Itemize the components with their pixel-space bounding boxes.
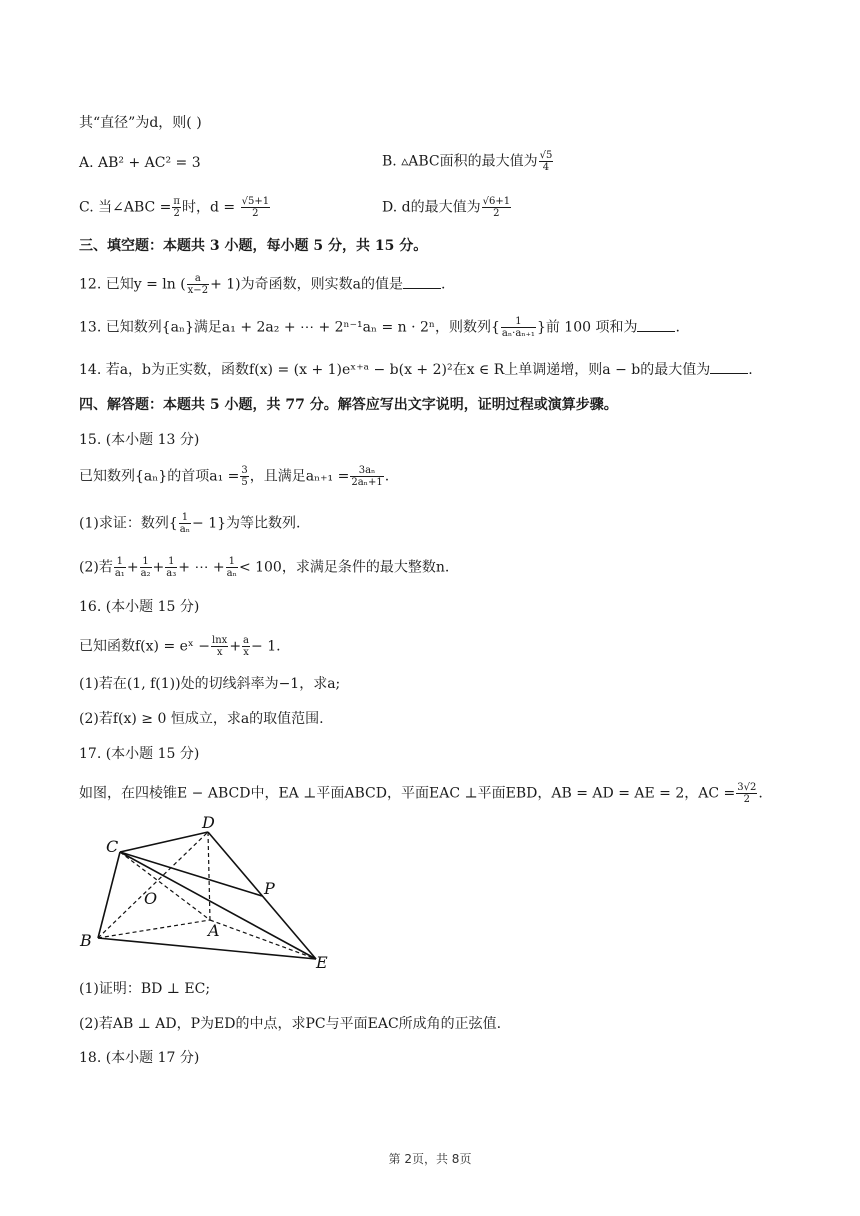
- label-p: P: [264, 879, 275, 898]
- q14: 14. 若a，b为正实数，函数f(x) = (x + 1)eˣ⁺ᵃ − b(x + 2)²在x ∈ R上单调递增，则a − b的最大值为 .: [79, 359, 753, 380]
- q11-option-c: C. 当∠ABC = $\frac{\pi}{2}$ 时，d = $\frac{√5+1}{2}$: [79, 196, 270, 219]
- q16-header: 16. (本小题 15 分): [79, 599, 200, 615]
- q11-option-d: D. d的最大值为 $\frac{√6+1}{2}$: [382, 196, 511, 219]
- edge-ad: [208, 832, 210, 920]
- label-o: O: [144, 889, 158, 908]
- q15-given: 已知数列{aₙ}的首项a₁ = $\frac{3}{5}$ ，且满足aₙ₊₁ = $\frac{\text{3aₙ}}{\text{2aₙ+1}}$ .: [79, 465, 390, 488]
- q18-header: 18. (本小题 17 分): [79, 1050, 200, 1066]
- pyramid-figure: [78, 812, 358, 972]
- q11-stem: 其“直径”为d，则( ): [79, 115, 202, 131]
- q16-given: 已知函数f(x) = eˣ − $\frac{\ln x}{x}$ + $\frac{a}{x}$ − 1.: [79, 635, 281, 658]
- q13: 13. 已知数列{aₙ}满足a₁ + 2a₂ + ⋯ + 2ⁿ⁻¹aₙ = n · 2ⁿ，则数列{ $\frac{1}{\text{aₙ·aₙ₊₁}}$ }前 100 项和为 .: [79, 316, 680, 339]
- q11-option-b: B. ▵ABC面积的最大值为 $\frac{√5}{4}$: [382, 150, 553, 173]
- section-3-title: 三、填空题：本题共 3 小题，每小题 5 分，共 15 分。: [79, 238, 428, 254]
- q15-part2: (2)若 $\frac{1}{\text{a₁}}$ + $\frac{1}{\text{a₂}}$ + $\frac{1}{\text{a₃}}$ + ⋯ + $\frac{1}{\text{aₙ}}$ < 100，求满足条件的最大整数n.: [79, 556, 450, 579]
- segment-cp: [120, 852, 262, 896]
- edge-ba: [98, 920, 210, 938]
- q16-part1: (1)若在(1, f(1))处的切线斜率为−1，求a;: [79, 676, 341, 692]
- answer-blank: [710, 359, 748, 374]
- section-4-title: 四、解答题：本题共 5 小题，共 77 分。解答应写出文字说明，证明过程或演算步骤。: [79, 397, 618, 413]
- label-e: E: [316, 953, 328, 972]
- q17-header: 17. (本小题 15 分): [79, 746, 200, 762]
- label-c: C: [106, 837, 119, 856]
- edge-cb: [98, 852, 120, 938]
- q12: 12. 已知y = ln ( $\frac{a}{x-2}$ + 1)为奇函数，则实数a的值是 .: [79, 273, 446, 296]
- answer-blank: [637, 317, 675, 332]
- q17-given: 如图，在四棱锥E − ABCD中，EA ⊥平面ABCD，平面EAC ⊥平面EBD，AB = AD = AE = 2，AC = $\frac{3√2}{2}$ .: [79, 782, 763, 805]
- q11-option-a: A. AB² + AC² = 3: [79, 155, 201, 171]
- answer-blank: [403, 274, 441, 289]
- page-footer: 第 2页，共 8页: [388, 1152, 472, 1166]
- q17-part1: (1)证明：BD ⊥ EC;: [79, 981, 211, 997]
- label-a: A: [208, 921, 220, 940]
- q17-part2: (2)若AB ⊥ AD，P为ED的中点，求PC与平面EAC所成角的正弦值.: [79, 1016, 502, 1032]
- diagonal-ca: [120, 852, 210, 920]
- q15-header: 15. (本小题 13 分): [79, 432, 200, 448]
- q15-part1: (1)求证：数列{ $\frac{1}{\text{aₙ}}$ − 1}为等比数列.: [79, 512, 301, 535]
- label-b: B: [80, 931, 92, 950]
- edge-cd: [120, 832, 208, 852]
- label-d: D: [202, 813, 215, 832]
- q16-part2: (2)若f(x) ≥ 0 恒成立，求a的取值范围.: [79, 711, 324, 727]
